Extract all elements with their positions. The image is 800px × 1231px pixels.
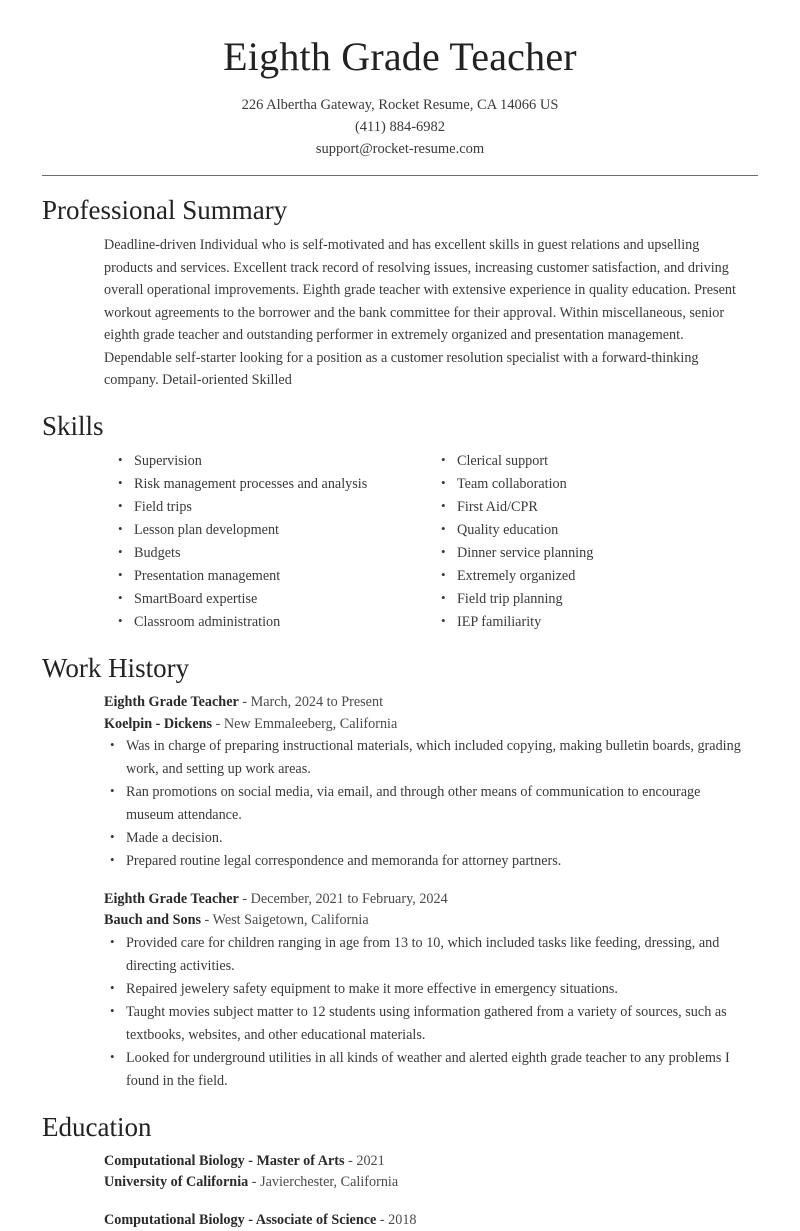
list-item: • Was in charge of preparing instructional materials, which included copying, making bulletin boards, grading work, and setting up work areas. (104, 735, 758, 781)
education-degree-line-secondary: 2021 (356, 1152, 385, 1169)
section-work-history (42, 652, 758, 1093)
contact-phone: (411) 884-6982 (354, 119, 446, 136)
job-responsibilities (104, 735, 758, 873)
section-title-summary: Professional Summary (42, 195, 288, 226)
job-company-line-primary: Koelpin - Dickens (104, 715, 212, 732)
job-responsibilities (104, 932, 758, 1093)
job-title-line-primary: Eighth Grade Teacher (104, 694, 239, 711)
entry-separator: - (238, 694, 251, 711)
candidate-title: Eighth Grade Teacher (223, 34, 577, 79)
skills-list-left (112, 450, 435, 634)
skills-columns (104, 450, 758, 634)
skill-item: • Lesson plan development (112, 519, 435, 542)
education-degree-line (104, 1151, 758, 1172)
skill-item: • Presentation management (112, 565, 435, 588)
list-item: • Made a decision. (104, 827, 758, 850)
education-school-line (104, 1172, 758, 1193)
resume-header (42, 0, 758, 176)
education-degree-line (104, 1210, 758, 1231)
job-company-line (104, 714, 758, 735)
entry-separator: - (201, 912, 213, 929)
summary-paragraph: Deadline-driven Individual who is self-motivated and has excellent skills in guest relations and upselling products and services. Excellent track record of resolving issues, increasing customer satisfaction, and driving overall operational improvements. Eighth grade teacher with extensive experience in quality education. Present workout agreements to the borrower and the bank committee for their approval. Within miscellaneous, senior eighth grade teacher and outstanding performer in extremely organized and presentation management. Dependable self-starter looking for a position as a customer resolution specialist with a forward-thinking company. Detail-oriented Skilled (104, 237, 736, 389)
contact-email: support@rocket-resume.com (315, 141, 485, 158)
job-company-line-secondary: New Emmaleeberg, California (223, 715, 398, 732)
skill-item: • Budgets (112, 542, 435, 565)
entry-separator: - (376, 1211, 389, 1228)
skill-item: • Supervision (112, 450, 435, 473)
skills-body (42, 450, 758, 634)
skill-item: • Quality education (435, 519, 758, 542)
skills-column-right (435, 450, 758, 634)
work-history-entry (104, 692, 758, 873)
education-school-line-secondary: Javierchester, California (260, 1174, 399, 1191)
list-item: • Provided care for children ranging in age from 13 to 10, which included tasks like feeding, dressing, and directing activities. (104, 932, 758, 978)
skill-item: • Field trips (112, 496, 435, 519)
list-item: • Repaired jewelery safety equipment to make it more effective in emergency situations. (104, 978, 758, 1001)
skill-item: • Extremely organized (435, 565, 758, 588)
job-title-line-secondary: March, 2024 to Present (250, 694, 384, 711)
education-body (42, 1151, 758, 1231)
education-degree-line-secondary: 2018 (388, 1211, 417, 1228)
list-item: • Taught movies subject matter to 12 students using information gathered from a variety of sources, such as textbooks, websites, and other educational materials. (104, 1001, 758, 1047)
education-degree-line-primary: Computational Biology - Master of Arts (104, 1152, 345, 1169)
list-item: • Prepared routine legal correspondence and memoranda for attorney partners. (104, 850, 758, 873)
skill-item: • First Aid/CPR (435, 496, 758, 519)
summary-body (42, 234, 758, 391)
education-entry (104, 1151, 758, 1194)
skill-item: • Classroom administration (112, 611, 435, 634)
job-company-line (104, 910, 758, 931)
skill-item: • SmartBoard expertise (112, 588, 435, 611)
education-degree-line-primary: Computational Biology - Associate of Science (104, 1211, 377, 1228)
entry-separator: - (344, 1152, 357, 1169)
skills-list-right (435, 450, 758, 634)
section-professional-summary (42, 194, 758, 391)
section-title-education: Education (42, 1111, 152, 1142)
section-title-skills: Skills (42, 410, 104, 441)
entry-separator: - (238, 890, 251, 907)
entry-separator: - (212, 715, 224, 732)
education-entry (104, 1210, 758, 1231)
education-school-line-primary: University of California (104, 1174, 249, 1191)
list-item: • Looked for underground utilities in all kinds of weather and alerted eighth grade teacher to any problems I found in the field. (104, 1047, 758, 1093)
job-title-line (104, 889, 758, 910)
job-title-line-secondary: December, 2021 to February, 2024 (250, 890, 448, 907)
header-divider (42, 175, 758, 176)
entry-separator: - (248, 1174, 261, 1191)
job-title-line (104, 692, 758, 713)
job-company-line-secondary: West Saigetown, California (212, 912, 369, 929)
section-title-work-history: Work History (42, 652, 190, 683)
list-item: • Ran promotions on social media, via email, and through other means of communication to encourage museum attendance. (104, 781, 758, 827)
skill-item: • Dinner service planning (435, 542, 758, 565)
skill-item: • Clerical support (435, 450, 758, 473)
skill-item: • Risk management processes and analysis (112, 473, 435, 496)
job-company-line-primary: Bauch and Sons (104, 912, 201, 929)
work-history-body (42, 692, 758, 1092)
skills-column-left (112, 450, 435, 634)
skill-item: • Field trip planning (435, 588, 758, 611)
section-skills (42, 410, 758, 634)
work-history-entry (104, 889, 758, 1093)
skill-item: • Team collaboration (435, 473, 758, 496)
contact-address: 226 Albertha Gateway, Rocket Resume, CA 14066 US (241, 97, 559, 113)
skill-item: • IEP familiarity (435, 611, 758, 634)
job-title-line-primary: Eighth Grade Teacher (104, 890, 239, 907)
section-education (42, 1111, 758, 1231)
